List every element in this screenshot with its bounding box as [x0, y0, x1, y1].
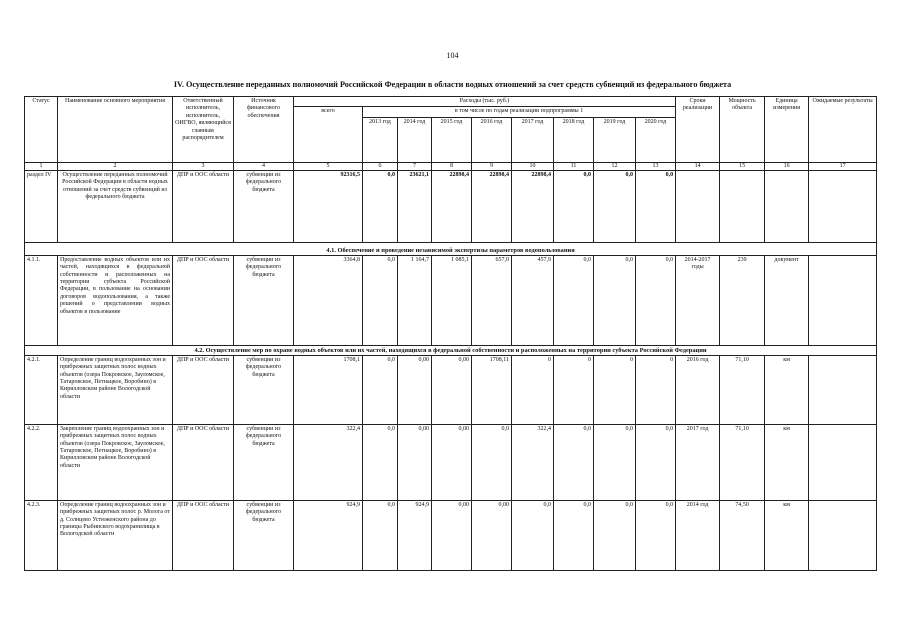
cell-2017: 0,0 — [512, 500, 554, 570]
header-year: 2016 год — [472, 117, 512, 162]
cell-results — [809, 255, 877, 345]
page-title: IV. Осуществление переданных полномочий Российской Федерации в области водных отношений за счет средств субвенций из федерального бюджета — [173, 80, 732, 89]
cell-responsible: ДПР и ООС области — [173, 255, 234, 345]
cell-2018: 0,0 — [554, 255, 594, 345]
header-responsible: Ответственный исполнитель, исполнитель, ОИГВО, являющийся главным распорядителем — [173, 97, 234, 163]
column-number: 3 — [173, 162, 234, 170]
cell-2013: 0,0 — [363, 424, 398, 500]
cell-responsible: ДПР и ООС области — [173, 424, 234, 500]
cell-name: Предоставление водных объектов или их частей, находящихся в федеральной собственности и расположенных на территории субъекта Российской Федерации, в пользование на основании договоров водопользования, а также решений о представлении водных объектов в пользование — [58, 255, 173, 345]
cell-source: субвенции из федерального бюджета — [234, 355, 294, 424]
cell-2014: 23621,1 — [398, 170, 432, 242]
header-year: 2019 год — [594, 117, 636, 162]
cell-2019: 0,0 — [594, 424, 636, 500]
cell-2019: 0,0 — [594, 500, 636, 570]
column-number: 11 — [554, 162, 594, 170]
column-number: 8 — [432, 162, 472, 170]
cell-2016: 22898,4 — [472, 170, 512, 242]
header-period: Сроки реализации — [676, 97, 720, 163]
cell-unit: документ — [765, 255, 809, 345]
table-row-4-2-2 — [25, 424, 877, 500]
column-number: 15 — [720, 162, 765, 170]
column-number: 16 — [765, 162, 809, 170]
table-row-4-2-3 — [25, 500, 877, 570]
cell-2020: 0,0 — [636, 424, 676, 500]
column-number: 9 — [472, 162, 512, 170]
cell-2018: 0 — [554, 355, 594, 424]
cell-source: субвенции из федерального бюджета — [234, 170, 294, 242]
cell-2018: 0,0 — [554, 170, 594, 242]
header-by-years: в том числе по годам реализации подпрограммы 1 — [363, 107, 676, 117]
cell-2019: 0 — [594, 355, 636, 424]
cell-2013: 0,0 — [363, 255, 398, 345]
column-number: 6 — [363, 162, 398, 170]
header-year: 2015 год — [432, 117, 472, 162]
cell-2015: 0,00 — [432, 500, 472, 570]
cell-results — [809, 355, 877, 424]
header-expenses: Расходы (тыс. руб.) — [294, 97, 676, 107]
cell-2015: 1 085,1 — [432, 255, 472, 345]
cell-results — [809, 424, 877, 500]
cell-total: 1708,1 — [294, 355, 363, 424]
header-name: Наименование основного мероприятия — [58, 97, 173, 163]
cell-2018: 0,0 — [554, 424, 594, 500]
cell-responsible: ДПР и ООС области — [173, 355, 234, 424]
cell-2017: 457,9 — [512, 255, 554, 345]
column-number: 7 — [398, 162, 432, 170]
column-number: 2 — [58, 162, 173, 170]
column-number: 10 — [512, 162, 554, 170]
cell-2016: 1708,11 — [472, 355, 512, 424]
cell-source: субвенции из федерального бюджета — [234, 500, 294, 570]
cell-2015: 0,00 — [432, 355, 472, 424]
cell-2016: 657,0 — [472, 255, 512, 345]
cell-source: субвенции из федерального бюджета — [234, 255, 294, 345]
cell-2013: 0,0 — [363, 355, 398, 424]
header-year: 2013 год — [363, 117, 398, 162]
header-capacity: Мощность объекта — [720, 97, 765, 163]
header-source: Источник финансового обеспечения — [234, 97, 294, 163]
header-year: 2014 год — [398, 117, 432, 162]
cell-2018: 0,0 — [554, 500, 594, 570]
cell-number: 4.2.1. — [25, 355, 58, 424]
cell-2016: 0,0 — [472, 424, 512, 500]
page-number: 104 — [446, 51, 459, 60]
cell-responsible: ДПР и ООС области — [173, 500, 234, 570]
cell-2015: 0,00 — [432, 424, 472, 500]
cell-results — [809, 500, 877, 570]
cell-number: 4.1.1. — [25, 255, 58, 345]
cell-total: 924,9 — [294, 500, 363, 570]
cell-capacity: 71,10 — [720, 355, 765, 424]
cell-unit: км — [765, 355, 809, 424]
cell-period: 2014 год — [676, 500, 720, 570]
cell-2020: 0,0 — [636, 170, 676, 242]
cell-capacity — [720, 170, 765, 242]
cell-period — [676, 170, 720, 242]
header-results: Ожидаемые результаты — [809, 97, 877, 163]
cell-2014: 1 164,7 — [398, 255, 432, 345]
cell-number: 4.2.2. — [25, 424, 58, 500]
header-unit: Единица измерения — [765, 97, 809, 163]
table-row-4-2-1 — [25, 355, 877, 424]
column-number: 1 — [25, 162, 58, 170]
cell-2017: 322,4 — [512, 424, 554, 500]
cell-2020: 0 — [636, 355, 676, 424]
program-table — [24, 96, 877, 571]
cell-2017: 22898,4 — [512, 170, 554, 242]
column-number: 17 — [809, 162, 877, 170]
subsection-row — [25, 345, 877, 355]
cell-unit: км — [765, 424, 809, 500]
cell-name: Закрепление границ водоохранных зон и прибрежных защитных полос водных объектов (озера Покровское, Зауломское, Татаровское, Петнацкое, Воробино) в Кирилловском районе Вологодской области — [58, 424, 173, 500]
cell-total: 322,4 — [294, 424, 363, 500]
cell-2014: 924,9 — [398, 500, 432, 570]
subsection-title: 4.2. Осуществление мер по охране водных объектов или их частей, находящихся в федеральной собственности и расположенных на территории субъекта Российской Федерации — [25, 345, 877, 355]
cell-name: Осуществление переданных полномочий Российской Федерации в области водных отношений за счет средств субвенций из федерального бюджета — [58, 170, 173, 242]
cell-capacity: 71,10 — [720, 424, 765, 500]
cell-2019: 0,0 — [594, 170, 636, 242]
cell-unit — [765, 170, 809, 242]
cell-period: 2017 год — [676, 424, 720, 500]
cell-2016: 0,00 — [472, 500, 512, 570]
cell-total: 3364,8 — [294, 255, 363, 345]
cell-responsible: ДПР и ООС области — [173, 170, 234, 242]
cell-unit: км — [765, 500, 809, 570]
cell-status: раздел IV — [25, 170, 58, 242]
cell-2013: 0,0 — [363, 170, 398, 242]
cell-name: Определение границ водоохранных зон и прибрежных защитных полос водных объектов (озера Покровское, Зауломское, Татаровское, Петнацкое, Воробино) в Кирилловском районе Вологодской области — [58, 355, 173, 424]
cell-results — [809, 170, 877, 242]
cell-period: 2014-2017 годы — [676, 255, 720, 345]
cell-2020: 0,0 — [636, 500, 676, 570]
cell-capacity: 239 — [720, 255, 765, 345]
header-year: 2017 год — [512, 117, 554, 162]
cell-name: Определение границ водоохранных зон и прибрежных защитных полос р. Молога от д. Солнцево Устюженского района до границы Рыбинского водохранилища в Вологодской области — [58, 500, 173, 570]
cell-2014: 0,00 — [398, 424, 432, 500]
column-number: 13 — [636, 162, 676, 170]
header-year: 2020 год — [636, 117, 676, 162]
header-total: всего — [294, 107, 363, 162]
column-number: 12 — [594, 162, 636, 170]
cell-2020: 0,0 — [636, 255, 676, 345]
cell-2017: 0 — [512, 355, 554, 424]
cell-number: 4.2.3. — [25, 500, 58, 570]
column-number: 4 — [234, 162, 294, 170]
subsection-title: 4.1. Обеспечение и проведение независимой экспертизы параметров водопользования — [25, 242, 877, 255]
cell-2019: 0,0 — [594, 255, 636, 345]
subsection-row — [25, 242, 877, 255]
table-row-4-1-1 — [25, 255, 877, 345]
table-row-section-iv — [25, 170, 877, 242]
column-numbers-row — [25, 162, 877, 170]
column-number: 14 — [676, 162, 720, 170]
cell-source: субвенции из федерального бюджета — [234, 424, 294, 500]
cell-2014: 0,00 — [398, 355, 432, 424]
header-status: Статус — [25, 97, 58, 163]
column-number: 5 — [294, 162, 363, 170]
cell-2013: 0,0 — [363, 500, 398, 570]
cell-period: 2016 год — [676, 355, 720, 424]
cell-capacity: 74,50 — [720, 500, 765, 570]
header-year: 2018 год — [554, 117, 594, 162]
cell-total: 92316,5 — [294, 170, 363, 242]
header-row-1 — [25, 97, 877, 107]
cell-2015: 22898,4 — [432, 170, 472, 242]
